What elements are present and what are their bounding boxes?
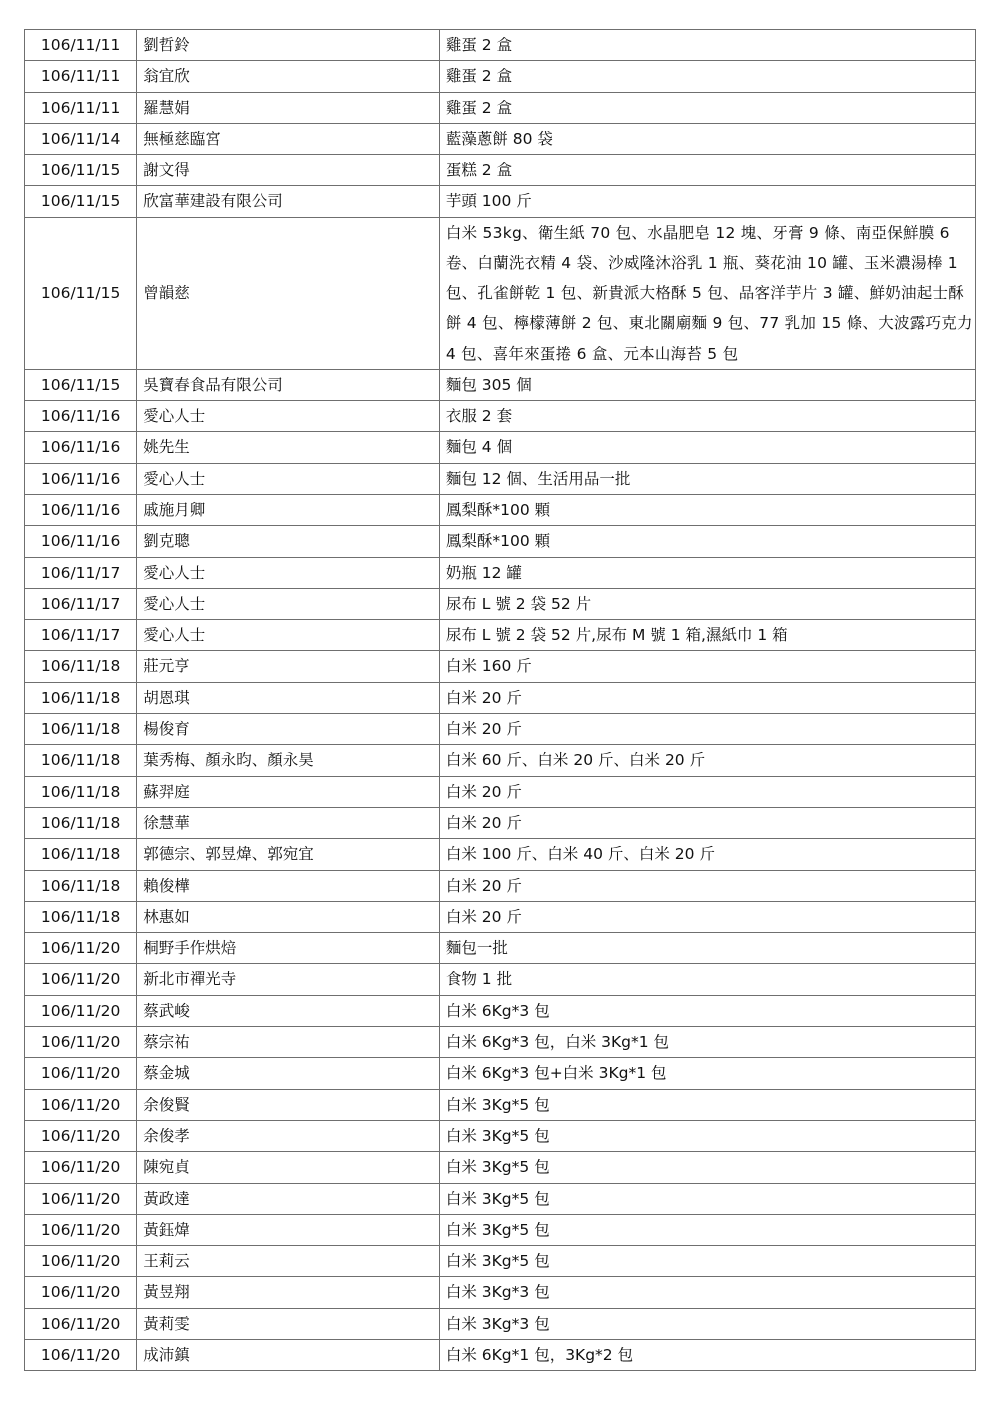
item-cell: 奶瓶 12 罐 <box>439 557 975 588</box>
date-cell: 106/11/20 <box>25 1308 137 1339</box>
donor-cell: 新北市禪光寺 <box>137 964 440 995</box>
date-cell: 106/11/18 <box>25 682 137 713</box>
date-cell: 106/11/18 <box>25 901 137 932</box>
date-cell: 106/11/16 <box>25 401 137 432</box>
date-cell: 106/11/20 <box>25 1089 137 1120</box>
item-cell: 白米 6Kg*1 包，3Kg*2 包 <box>439 1340 975 1371</box>
table-row <box>25 682 976 713</box>
item-cell: 雞蛋 2 盒 <box>439 61 975 92</box>
donor-cell: 欣富華建設有限公司 <box>137 186 440 217</box>
donor-cell: 愛心人士 <box>137 401 440 432</box>
donor-cell: 蔡金城 <box>137 1058 440 1089</box>
item-cell: 白米 3Kg*5 包 <box>439 1089 975 1120</box>
date-cell: 106/11/20 <box>25 1058 137 1089</box>
item-cell: 食物 1 批 <box>439 964 975 995</box>
donor-cell: 莊元亨 <box>137 651 440 682</box>
donor-cell: 葉秀梅、顏永昀、顏永昊 <box>137 745 440 776</box>
date-cell: 106/11/18 <box>25 776 137 807</box>
date-cell: 106/11/18 <box>25 651 137 682</box>
table-row <box>25 186 976 217</box>
table-row <box>25 1089 976 1120</box>
table-row <box>25 807 976 838</box>
date-cell: 106/11/17 <box>25 588 137 619</box>
table-row <box>25 463 976 494</box>
table-row <box>25 557 976 588</box>
table-row <box>25 964 976 995</box>
donor-cell: 黃莉雯 <box>137 1308 440 1339</box>
item-cell: 雞蛋 2 盒 <box>439 30 975 61</box>
table-row <box>25 432 976 463</box>
item-cell: 白米 60 斤、白米 20 斤、白米 20 斤 <box>439 745 975 776</box>
donor-cell: 余俊孝 <box>137 1120 440 1151</box>
donor-cell: 愛心人士 <box>137 463 440 494</box>
item-cell: 白米 3Kg*5 包 <box>439 1183 975 1214</box>
donor-cell: 劉哲鈴 <box>137 30 440 61</box>
date-cell: 106/11/17 <box>25 557 137 588</box>
table-row <box>25 745 976 776</box>
item-cell: 白米 3Kg*5 包 <box>439 1120 975 1151</box>
date-cell: 106/11/15 <box>25 186 137 217</box>
date-cell: 106/11/20 <box>25 1214 137 1245</box>
donor-cell: 徐慧華 <box>137 807 440 838</box>
date-cell: 106/11/11 <box>25 92 137 123</box>
table-row <box>25 1277 976 1308</box>
table-row <box>25 1308 976 1339</box>
item-cell: 麵包 305 個 <box>439 369 975 400</box>
item-cell: 藍藻蔥餅 80 袋 <box>439 123 975 154</box>
item-cell: 白米 3Kg*5 包 <box>439 1214 975 1245</box>
donor-cell: 黃鈺煒 <box>137 1214 440 1245</box>
date-cell: 106/11/15 <box>25 217 137 369</box>
item-cell: 麵包 12 個、生活用品一批 <box>439 463 975 494</box>
donor-cell: 余俊賢 <box>137 1089 440 1120</box>
item-cell: 白米 3Kg*5 包 <box>439 1246 975 1277</box>
date-cell: 106/11/20 <box>25 1183 137 1214</box>
item-cell: 白米 6Kg*3 包 <box>439 995 975 1026</box>
date-cell: 106/11/16 <box>25 526 137 557</box>
table-row <box>25 995 976 1026</box>
item-cell: 蛋糕 2 盒 <box>439 155 975 186</box>
table-row <box>25 1027 976 1058</box>
item-cell: 白米 20 斤 <box>439 776 975 807</box>
date-cell: 106/11/16 <box>25 494 137 525</box>
table-row <box>25 1120 976 1151</box>
table-row <box>25 30 976 61</box>
donor-cell: 曾韻慈 <box>137 217 440 369</box>
donor-cell: 蔡宗祐 <box>137 1027 440 1058</box>
donor-cell: 蘇羿庭 <box>137 776 440 807</box>
item-cell: 白米 100 斤、白米 40 斤、白米 20 斤 <box>439 839 975 870</box>
table-row <box>25 776 976 807</box>
date-cell: 106/11/20 <box>25 995 137 1026</box>
date-cell: 106/11/20 <box>25 1277 137 1308</box>
donor-cell: 胡恩琪 <box>137 682 440 713</box>
item-cell: 雞蛋 2 盒 <box>439 92 975 123</box>
item-cell: 白米 3Kg*5 包 <box>439 1152 975 1183</box>
item-cell: 白米 53kg、衛生紙 70 包、水晶肥皂 12 塊、牙膏 9 條、南亞保鮮膜 6 卷、白蘭洗衣精 4 袋、沙威隆沐浴乳 1 瓶、葵花油 10 罐、玉米濃湯棒 1 包、孔雀餅乾 1 包、新貴派大格酥 5 包、品客洋芋片 3 罐、鮮奶油起士酥餅 4 包、檸檬薄餅 2 包、東北關廟麵 9 包、77 乳加 15 條、大波露巧克力 4 包、喜年來蛋捲 6 盒、元本山海苔 5 包 <box>439 217 975 369</box>
item-cell: 白米 6Kg*3 包，白米 3Kg*1 包 <box>439 1027 975 1058</box>
date-cell: 106/11/18 <box>25 839 137 870</box>
date-cell: 106/11/18 <box>25 745 137 776</box>
item-cell: 白米 20 斤 <box>439 807 975 838</box>
table-row <box>25 620 976 651</box>
item-cell: 衣服 2 套 <box>439 401 975 432</box>
date-cell: 106/11/16 <box>25 463 137 494</box>
date-cell: 106/11/20 <box>25 1340 137 1371</box>
table-row <box>25 401 976 432</box>
date-cell: 106/11/20 <box>25 1152 137 1183</box>
table-row <box>25 61 976 92</box>
item-cell: 白米 20 斤 <box>439 714 975 745</box>
table-row <box>25 839 976 870</box>
donor-cell: 愛心人士 <box>137 620 440 651</box>
donor-cell: 愛心人士 <box>137 557 440 588</box>
date-cell: 106/11/20 <box>25 1246 137 1277</box>
donor-cell: 黃政達 <box>137 1183 440 1214</box>
donor-cell: 無極慈臨宮 <box>137 123 440 154</box>
date-cell: 106/11/15 <box>25 369 137 400</box>
date-cell: 106/11/15 <box>25 155 137 186</box>
donor-cell: 陳宛貞 <box>137 1152 440 1183</box>
donation-table <box>24 29 976 1371</box>
donor-cell: 姚先生 <box>137 432 440 463</box>
donor-cell: 羅慧娟 <box>137 92 440 123</box>
table-row <box>25 1214 976 1245</box>
table-row <box>25 933 976 964</box>
table-row <box>25 870 976 901</box>
donor-cell: 楊俊育 <box>137 714 440 745</box>
item-cell: 鳳梨酥*100 顆 <box>439 494 975 525</box>
donor-cell: 成沛鎮 <box>137 1340 440 1371</box>
table-row <box>25 526 976 557</box>
item-cell: 尿布 L 號 2 袋 52 片 <box>439 588 975 619</box>
date-cell: 106/11/20 <box>25 1120 137 1151</box>
table-row <box>25 123 976 154</box>
donor-cell: 郭德宗、郭昱煒、郭宛宜 <box>137 839 440 870</box>
item-cell: 白米 20 斤 <box>439 901 975 932</box>
table-row <box>25 714 976 745</box>
date-cell: 106/11/20 <box>25 1027 137 1058</box>
item-cell: 白米 3Kg*3 包 <box>439 1308 975 1339</box>
table-row <box>25 1246 976 1277</box>
date-cell: 106/11/20 <box>25 964 137 995</box>
donor-cell: 賴俊樺 <box>137 870 440 901</box>
table-row <box>25 901 976 932</box>
table-row <box>25 494 976 525</box>
date-cell: 106/11/17 <box>25 620 137 651</box>
table-row <box>25 217 976 369</box>
donor-cell: 蔡武峻 <box>137 995 440 1026</box>
donor-cell: 謝文得 <box>137 155 440 186</box>
date-cell: 106/11/14 <box>25 123 137 154</box>
table-row <box>25 1340 976 1371</box>
donor-cell: 戚施月卿 <box>137 494 440 525</box>
item-cell: 鳳梨酥*100 顆 <box>439 526 975 557</box>
date-cell: 106/11/18 <box>25 807 137 838</box>
item-cell: 白米 20 斤 <box>439 682 975 713</box>
item-cell: 麵包一批 <box>439 933 975 964</box>
donor-cell: 愛心人士 <box>137 588 440 619</box>
date-cell: 106/11/11 <box>25 30 137 61</box>
table-row <box>25 1152 976 1183</box>
item-cell: 尿布 L 號 2 袋 52 片,尿布 M 號 1 箱,濕紙巾 1 箱 <box>439 620 975 651</box>
date-cell: 106/11/20 <box>25 933 137 964</box>
donation-table-body <box>25 30 976 1371</box>
donor-cell: 吳寶春食品有限公司 <box>137 369 440 400</box>
item-cell: 芋頭 100 斤 <box>439 186 975 217</box>
item-cell: 白米 160 斤 <box>439 651 975 682</box>
item-cell: 白米 3Kg*3 包 <box>439 1277 975 1308</box>
date-cell: 106/11/18 <box>25 870 137 901</box>
table-row <box>25 92 976 123</box>
item-cell: 白米 20 斤 <box>439 870 975 901</box>
table-row <box>25 651 976 682</box>
item-cell: 麵包 4 個 <box>439 432 975 463</box>
donor-cell: 劉克聰 <box>137 526 440 557</box>
donor-cell: 黃昱翔 <box>137 1277 440 1308</box>
date-cell: 106/11/18 <box>25 714 137 745</box>
date-cell: 106/11/16 <box>25 432 137 463</box>
item-cell: 白米 6Kg*3 包+白米 3Kg*1 包 <box>439 1058 975 1089</box>
donor-cell: 林惠如 <box>137 901 440 932</box>
donor-cell: 翁宜欣 <box>137 61 440 92</box>
table-row <box>25 369 976 400</box>
table-row <box>25 155 976 186</box>
date-cell: 106/11/11 <box>25 61 137 92</box>
donor-cell: 王莉云 <box>137 1246 440 1277</box>
table-row <box>25 588 976 619</box>
donor-cell: 桐野手作烘焙 <box>137 933 440 964</box>
table-row <box>25 1058 976 1089</box>
table-row <box>25 1183 976 1214</box>
